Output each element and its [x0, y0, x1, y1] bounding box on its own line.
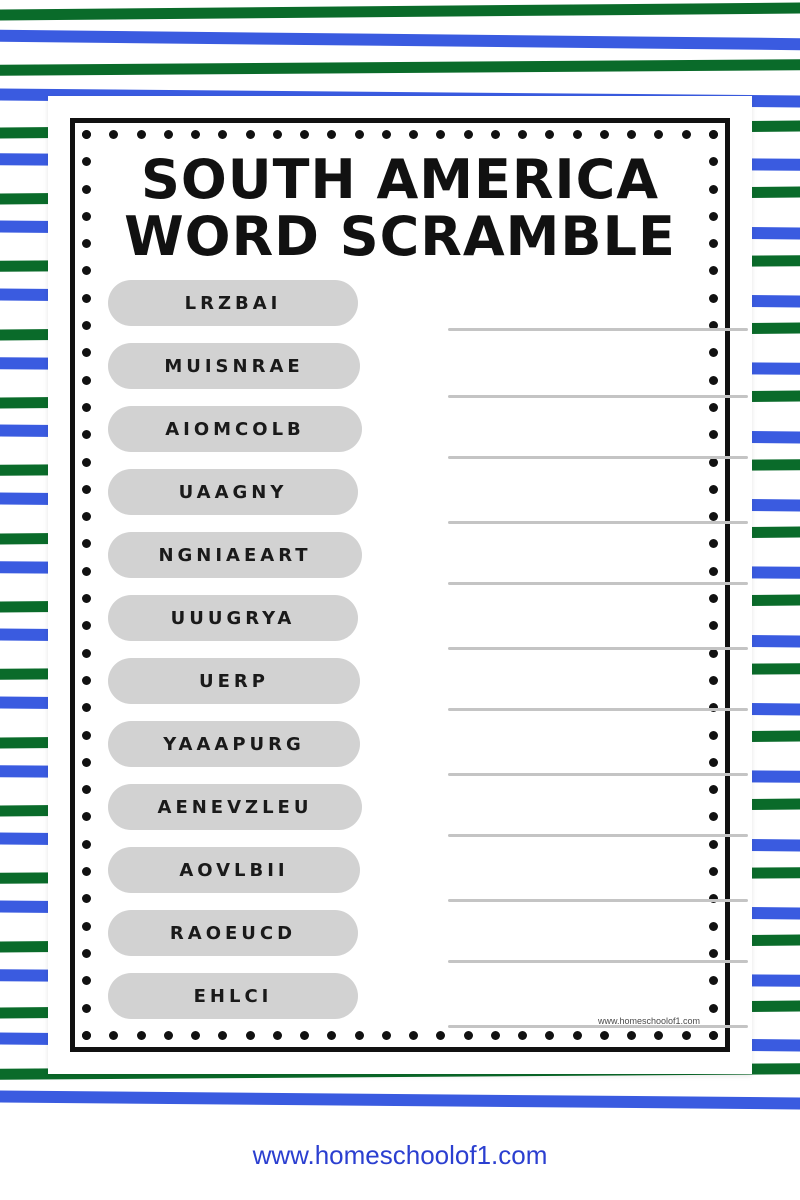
answer-blank-line[interactable]	[448, 834, 748, 837]
border-dot	[709, 130, 718, 139]
answer-blank-line[interactable]	[448, 395, 748, 398]
border-dot	[436, 130, 445, 139]
scramble-row	[48, 465, 752, 528]
scrambled-word-pill: EHLCI	[108, 973, 358, 1019]
background-stripe	[0, 2, 800, 20]
border-dot	[300, 130, 309, 139]
scrambled-word-pill: AOVLBII	[108, 847, 360, 893]
border-dot	[627, 130, 636, 139]
border-dot	[654, 130, 663, 139]
answer-blank-line[interactable]	[448, 647, 748, 650]
border-dot	[709, 266, 718, 275]
worksheet-page	[48, 96, 752, 1074]
answer-blank-line[interactable]	[448, 708, 748, 711]
scramble-list	[48, 276, 752, 1036]
border-dot	[382, 130, 391, 139]
background-stripe	[0, 1090, 800, 1109]
scramble-row	[48, 402, 752, 465]
answer-blank-line[interactable]	[448, 521, 748, 524]
answer-blank-line[interactable]	[448, 899, 748, 902]
scramble-row	[48, 276, 752, 339]
scramble-row	[48, 654, 752, 717]
background-stripe	[0, 30, 800, 51]
border-dot	[82, 266, 91, 275]
answer-blank-line[interactable]	[448, 456, 748, 459]
border-dot	[137, 130, 146, 139]
border-dot	[573, 130, 582, 139]
scramble-row	[48, 906, 752, 969]
title-line-2: WORD SCRAMBLE	[124, 205, 676, 269]
answer-blank-line[interactable]	[448, 960, 748, 963]
scramble-row	[48, 591, 752, 654]
border-dot	[464, 130, 473, 139]
border-dot	[164, 130, 173, 139]
scramble-row	[48, 339, 752, 402]
inner-watermark: www.homeschoolof1.com	[597, 1016, 700, 1026]
scramble-row	[48, 843, 752, 906]
scrambled-word-pill: LRZBAI	[108, 280, 358, 326]
scrambled-word-pill: UUUGRYA	[108, 595, 358, 641]
scrambled-word-pill: NGNIAEART	[108, 532, 362, 578]
footer-website-url: www.homeschoolof1.com	[252, 1140, 548, 1170]
answer-blank-line[interactable]	[448, 582, 748, 585]
page-title	[48, 148, 752, 269]
scramble-row	[48, 717, 752, 780]
border-dot	[246, 130, 255, 139]
dot-border-row	[82, 130, 718, 139]
scramble-row	[48, 780, 752, 843]
border-dot	[82, 130, 91, 139]
scrambled-word-pill: MUISNRAE	[108, 343, 360, 389]
scramble-row	[48, 528, 752, 591]
scrambled-word-pill: YAAAPURG	[108, 721, 360, 767]
answer-blank-line[interactable]	[448, 328, 748, 331]
border-dot	[600, 130, 609, 139]
background-stripe	[0, 59, 800, 76]
scrambled-word-pill: RAOEUCD	[108, 910, 358, 956]
border-dot	[273, 130, 282, 139]
border-dot	[109, 130, 118, 139]
scrambled-word-pill: UAAGNY	[108, 469, 358, 515]
border-dot	[327, 130, 336, 139]
border-dot	[409, 130, 418, 139]
answer-blank-line[interactable]	[448, 773, 748, 776]
border-dot	[518, 130, 527, 139]
title-line-1: SOUTH AMERICA	[141, 148, 659, 211]
border-dot	[355, 130, 364, 139]
border-dot	[682, 130, 691, 139]
scrambled-word-pill: AIOMCOLB	[108, 406, 362, 452]
border-dot	[191, 130, 200, 139]
border-dot	[218, 130, 227, 139]
scrambled-word-pill: UERP	[108, 658, 360, 704]
border-dot	[491, 130, 500, 139]
scrambled-word-pill: AENEVZLEU	[108, 784, 362, 830]
border-dot	[545, 130, 554, 139]
